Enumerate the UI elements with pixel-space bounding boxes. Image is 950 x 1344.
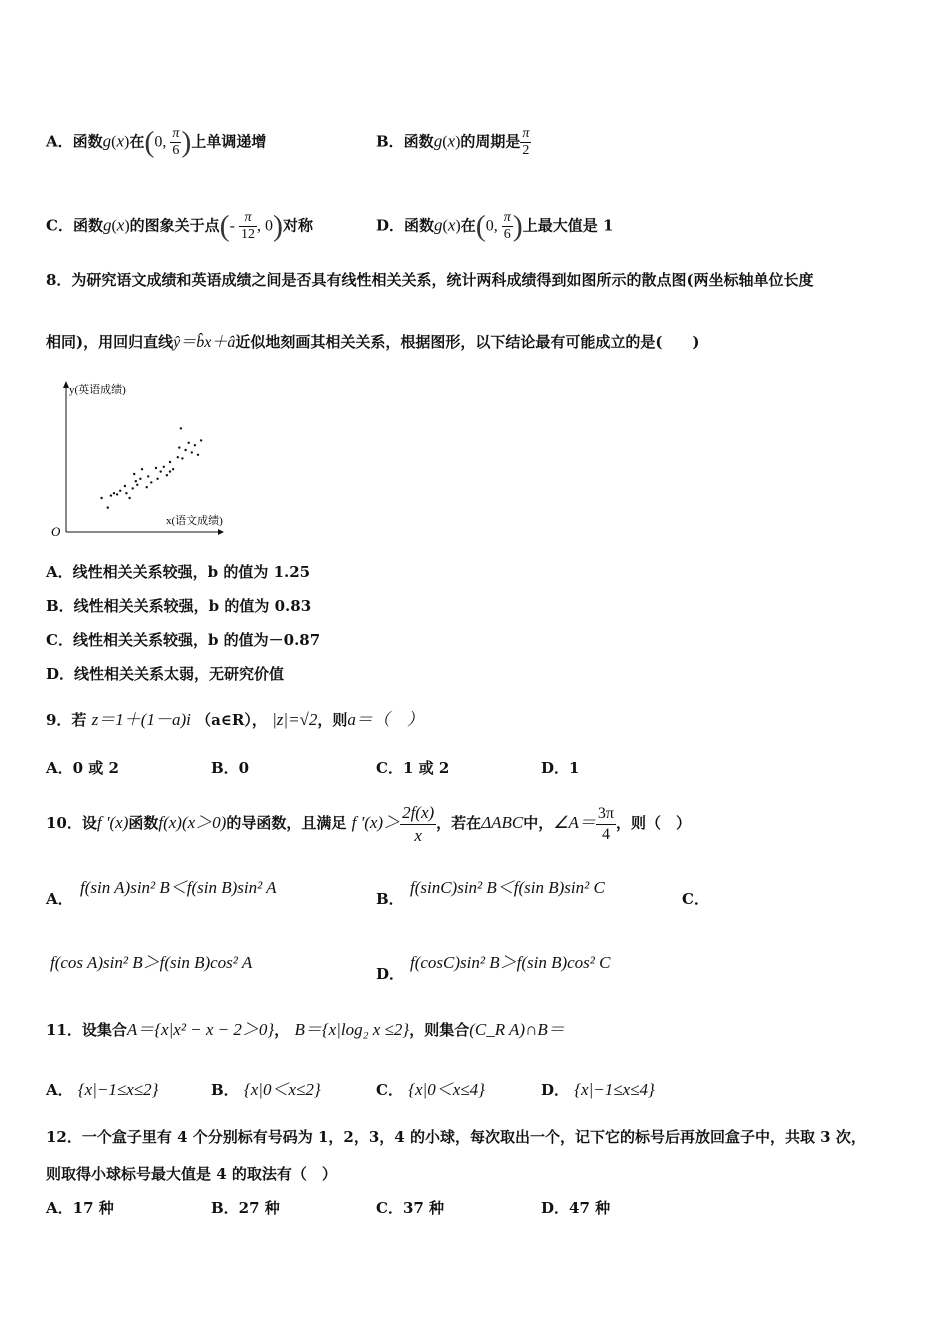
scatter-point	[188, 442, 190, 444]
origin-label: O	[51, 524, 61, 539]
scatter-point	[107, 506, 109, 508]
q11-option-b: B． {x|0＜x≤2}	[211, 1080, 321, 1099]
q7-option-b: B．函数g(x)的周期是 $\frac{\pi}{2}$	[376, 126, 530, 158]
q12-option-b: B．27 种	[211, 1199, 280, 1217]
q11-option-d: D． {x|−1≤x≤4}	[541, 1080, 655, 1099]
scatter-point	[156, 478, 158, 480]
scatter-point	[169, 461, 171, 463]
scatter-point	[200, 439, 202, 441]
q11-stem: 11．设集合A＝{x|x² − x − 2＞0}， B＝{x|log₂ x ≤2}，则集合(C_R A)∩B＝	[46, 1020, 565, 1039]
scatter-point	[128, 497, 130, 499]
scatter-point	[119, 490, 121, 492]
scatter-point	[146, 486, 148, 488]
scatter-point	[166, 474, 168, 476]
scatter-point	[191, 451, 193, 453]
q9-stem: 9．若 z＝1＋(1－a)i （a∈R）， |z|=√2，则a＝（ ）	[46, 710, 424, 729]
q12-stem-line2: 则取得小球标号最大值是 4 的取法有（ ）	[46, 1165, 337, 1183]
scatter-plot	[46, 376, 246, 544]
q9-option-d: D．1	[541, 759, 580, 777]
scatter-point	[133, 473, 135, 475]
q9-option-a: A．0 或 2	[46, 759, 119, 777]
scatter-point	[197, 454, 199, 456]
scatter-point	[180, 427, 182, 429]
y-axis-label: y(英语成绩)	[69, 384, 126, 396]
q11-option-c: C． {x|0＜x≤4}	[376, 1080, 485, 1099]
scatter-point	[172, 468, 174, 470]
scatter-point	[169, 470, 171, 472]
scatter-points	[100, 427, 202, 509]
scatter-point	[147, 475, 149, 477]
scatter-point	[178, 446, 180, 448]
scatter-point	[139, 478, 141, 480]
x-axis-arrow	[218, 529, 224, 535]
scatter-point	[116, 493, 118, 495]
q9-option-c: C．1 或 2	[376, 759, 450, 777]
scatter-point	[135, 480, 137, 482]
q12-option-d: D．47 种	[541, 1199, 611, 1217]
q8-stem-line1: 8．为研究语文成绩和英语成绩之间是否具有线性相关关系，统计两科成绩得到如图所示的散点图(两坐标轴单位长度	[46, 271, 814, 289]
q12-option-c: C．37 种	[376, 1199, 445, 1217]
scatter-point	[124, 485, 126, 487]
scatter-point	[184, 449, 186, 451]
q10-stem: 10．设f '(x)函数f(x)(x＞0)的导函数，且满足 f '(x)＞ $\frac{2f(x)}{x}$ ，若在ΔABC中，∠A＝ $\frac{3\pi}{4}$ ，则（ ）	[46, 802, 692, 845]
q7-option-c: C．函数g(x)的图象关于点(- $\frac{\pi}{12}$ , 0)对称	[46, 209, 314, 243]
scatter-point	[150, 481, 152, 483]
scatter-point	[163, 466, 165, 468]
q7-option-a: A．函数g(x)在(0, $\frac{\pi}{6}$ )上单调递增	[46, 125, 267, 159]
x-axis-label: x(语文成绩)	[166, 515, 223, 527]
q8-option-b: B．线性相关关系较强，b 的值为 0.83	[46, 597, 312, 615]
scatter-point	[113, 492, 115, 494]
scatter-point	[141, 468, 143, 470]
q8-option-a: A．线性相关关系较强，b 的值为 1.25	[46, 563, 311, 581]
scatter-point	[136, 484, 138, 486]
scatter-point	[132, 487, 134, 489]
scatter-point	[100, 497, 102, 499]
q11-option-a: A． {x|−1≤x≤2}	[46, 1080, 159, 1099]
q10-option-d: f(cosC)sin² B＞f(sin B)cos² C	[410, 953, 611, 972]
scatter-point	[194, 444, 196, 446]
q10-label-b: B．	[376, 890, 404, 908]
q10-label-a: A．	[46, 890, 73, 908]
q10-label-d: D．	[376, 965, 405, 983]
q8-option-c: C．线性相关关系较强，b 的值为－0.87	[46, 631, 321, 649]
scatter-point	[110, 494, 112, 496]
q9-option-b: B．0	[211, 759, 250, 777]
q10-option-a: f(sin A)sin² B＜f(sin B)sin² A	[80, 878, 277, 897]
scatter-point	[177, 456, 179, 458]
scatter-point	[181, 457, 183, 459]
q7-option-d: D．函数g(x)在(0, $\frac{\pi}{6}$ )上最大值是 1	[376, 209, 614, 243]
scatter-point	[155, 467, 157, 469]
scatter-point	[160, 470, 162, 472]
q12-option-a: A．17 种	[46, 1199, 114, 1217]
q8-option-d: D．线性相关关系太弱，无研究价值	[46, 665, 285, 683]
q8-stem-line2: 相同)，用回归直线ŷ＝b̂x＋â近似地刻画其相关关系，根据图形，以下结论最有可能成立的是( )	[46, 333, 700, 351]
q12-stem-line1: 12．一个盒子里有 4 个分别标有号码为 1，2，3，4 的小球，每次取出一个，记下它的标号后再放回盒子中，共取 3 次，	[46, 1128, 866, 1146]
scatter-point	[125, 492, 127, 494]
q10-option-b: f(sinC)sin² B＜f(sin B)sin² C	[410, 878, 605, 897]
q10-label-c: C．	[682, 890, 709, 908]
q10-option-c: f(cos A)sin² B＞f(sin B)cos² A	[50, 953, 253, 972]
